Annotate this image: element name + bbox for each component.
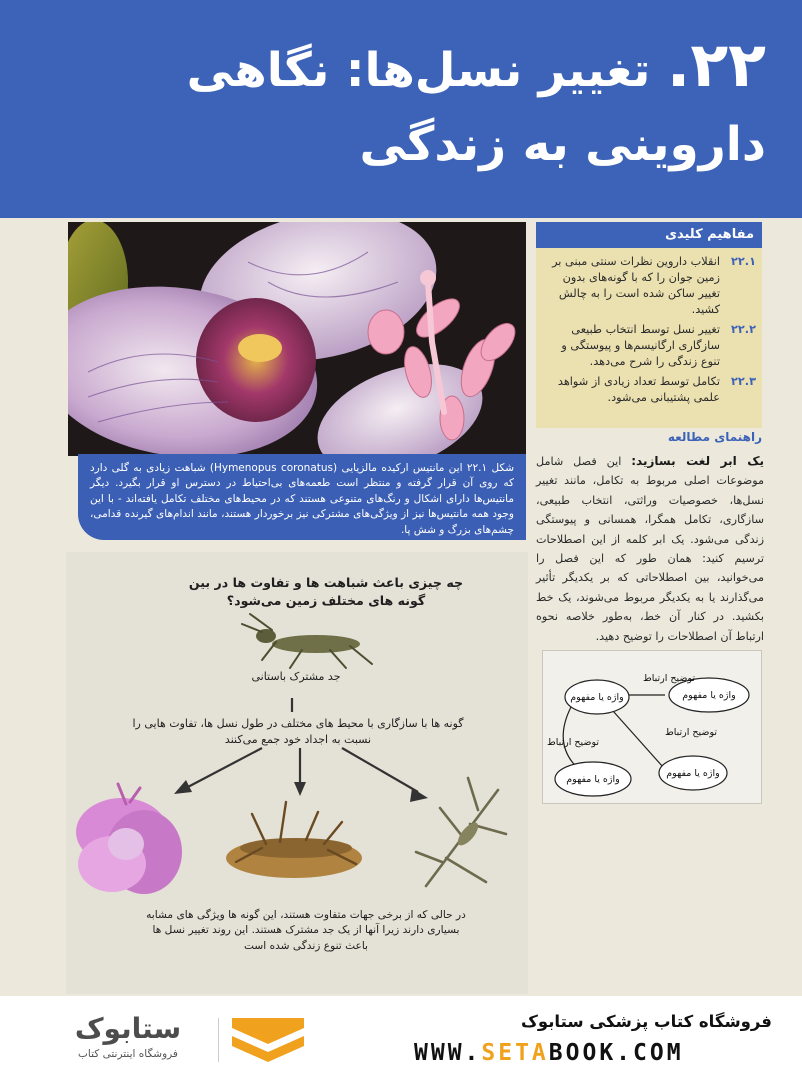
key-concept-number: ۲۲.۳ [731,375,756,388]
key-concept-number: ۲۲.۲ [731,323,756,336]
chapter-header [0,0,802,218]
ancestor-mantis-icon [242,614,372,668]
key-concept-number: ۲۲.۱ [731,255,756,268]
conclusion-text: در حالی که از برخی جهات متفاوت هستند، این گونه ها ویژگی های مشابه بسیاری دارند زیرا آنها از یک جد مشترک هستند. این روند تغییر نسل ها باعث تنوع زندگی شده است [146,909,466,952]
study-guide [536,430,766,646]
key-concepts-list [536,248,762,406]
key-concept-item [542,322,756,370]
arrow-right [342,748,418,792]
study-guide-paragraph [536,452,766,646]
logo-divider [218,1018,219,1062]
key-concept-text: تکامل توسط تعداد زیادی از شواهد علمی پشتیبانی می‌شود. [557,375,720,404]
key-concept-text: انقلاب داروین نظرات سنتی مبنی بر زمین جوان را که با گونه‌های بدون تغییر ساکن شده است را به چالش کشید. [552,255,720,316]
concept-map-edge-label: توضیح ارتباط [642,673,696,684]
concept-map-edge-label: توضیح ارتباط [546,737,600,748]
orchid-mantis-photo [68,222,526,456]
concept-map-node-label: واژه یا مفهوم [666,768,720,779]
figure-caption: شکل ۲۲.۱ این مانتیس ارکیده مالزیایی (Hymenopus coronatus) شباهت زیادی به گلی دارد که روی آن قرار گرفته و منتظر است طعمه‌های بی‌احتیاط در دسترس او قرار بگیرد. دیگر مانتیس‌ها دارای اشکال و رنگ‌های متنوعی هستند که در محیط‌های مختلف تکامل یافته‌اند - با این وجود همه مانتیس‌ها نیز از ویژگی‌های مشترکی نیز برخوردار هستند، مانند اندام‌های گیرنده قدامی، چشم‌های بزرگ و شش پا. [78,454,526,540]
store-url[interactable] [414,1040,684,1066]
key-concept-item [542,374,756,406]
setabook-logo-icon [230,1014,306,1066]
key-concept-text: تغییر نسل توسط انتخاب طبیعی سازگاری ارگانیسم‌ها و پیوستگی و تنوع زندگی را شرح می‌دهد. [561,323,720,368]
concept-map-edge-label: توضیح ارتباط [664,727,718,738]
concept-map-node-label: واژه یا مفهوم [682,690,736,701]
concept-map-node-label: واژه یا مفهوم [566,774,620,785]
study-guide-body: این فصل شامل موضوعات اصلی مربوط به تکامل، مانند تغییر نسل‌ها، خصوصیات وراثتی، انتخاب طبیعی، سازگاری، تکامل همگرا، همسانی و پیوستگی زندگی می‌شود. یک ابر کلمه از این اصطلاحات ترسیم کنید: همان طور که این فصل را می‌خوانید، بین اصطلاحاتی که بر یکدیگر تأثیر می‌گذارند یا به یکدیگر مربوط می‌شوند، یک خط بکشید. در کنار آن خط، به‌طور خلاصه نحوه ارتباط آن اصطلاحات را توضیح دهید. [536,455,764,643]
store-footer [0,996,802,1080]
chapter-title [66,28,766,182]
study-guide-title: راهنمای مطالعه [667,430,762,444]
url-prefix: WWW. [414,1040,482,1066]
leaf-mantis-icon [226,802,362,878]
arrow-left [186,748,262,788]
brand-word: ستابوک [74,1012,182,1045]
orchid-mantis-icon [76,784,182,894]
key-concepts-title: مفاهیم کلیدی [536,222,762,248]
concept-map-edge [613,711,663,767]
descent-diagram [66,552,528,994]
chapter-title-text: تغییر نسل‌ها: نگاهی داروینی به زندگی [186,43,766,172]
concept-map-diagram [543,651,763,805]
ancestor-label: جد مشترک باستانی [251,670,341,683]
url-accent: SETA [481,1040,549,1066]
orchid-mantis-illustration [68,222,526,456]
diagram-question: چه چیزی باعث شباهت ها و تفاوت ها در بین گونه های مختلف زمین می‌شود؟ [188,575,464,608]
key-concepts-box [536,222,762,428]
chapter-number: ۲۲. [666,28,766,101]
brand-logo-text [48,1014,208,1060]
adaptation-text: گونه ها با سازگاری با محیط های مختلف در طول نسل ها، تفاوت هایی را نسبت به اجداد خود جمع می‌کنند [132,717,464,746]
brand-subtitle: فروشگاه اینترنتی کتاب [78,1048,178,1060]
url-suffix: BOOK.COM [548,1040,684,1066]
twig-mantis-icon [416,778,506,886]
concept-map-node-label: واژه یا مفهوم [570,692,624,703]
study-guide-lead: یک ابر لغت بسازید: [631,454,765,468]
store-name: فروشگاه کتاب پزشکی ستابوک [521,1012,772,1031]
key-concept-item [542,254,756,318]
concept-map-example [542,650,762,804]
